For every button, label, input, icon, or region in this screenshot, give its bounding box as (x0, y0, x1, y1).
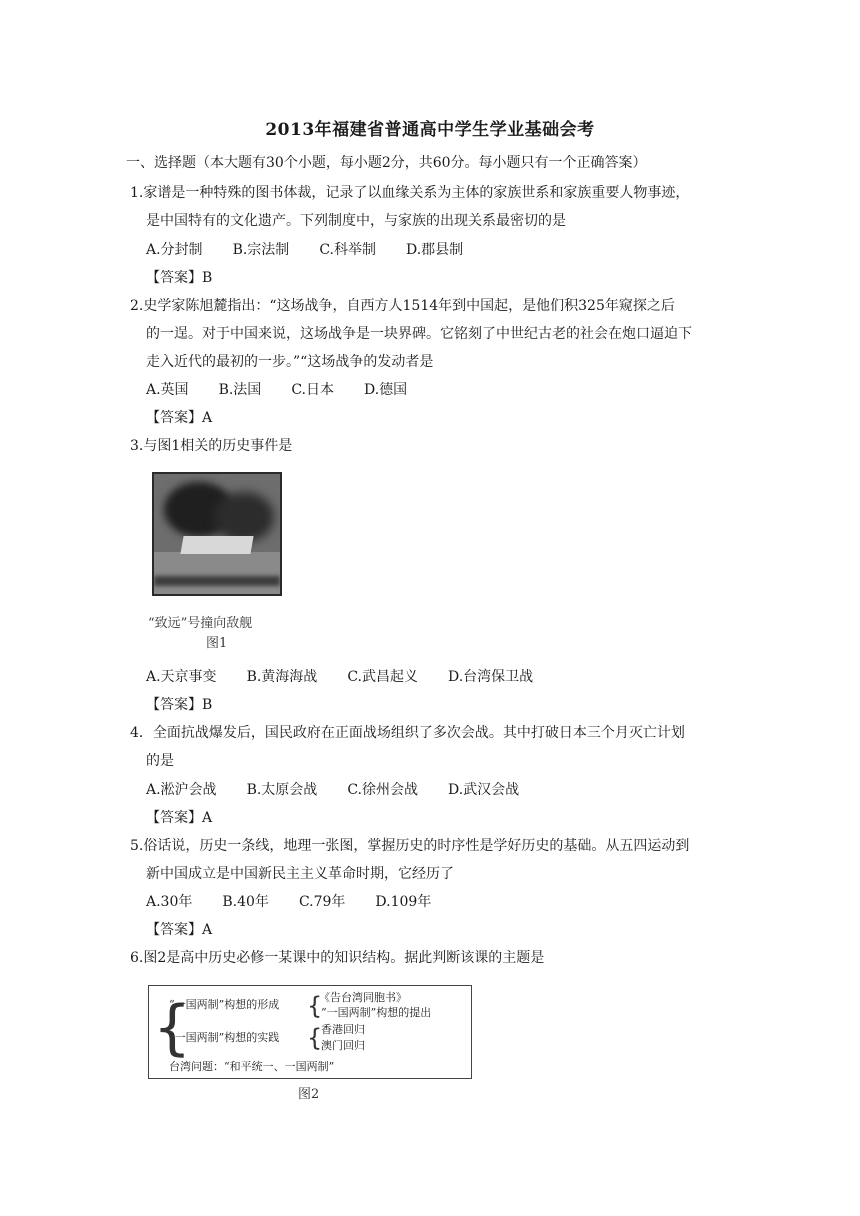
q2-answer: 【答案】A (146, 410, 213, 426)
q3-options (146, 667, 563, 687)
page-title: 2013年福建省普通高中学生学业基础会考 (265, 120, 595, 140)
q4-option-b: B.太原会战 (246, 782, 318, 798)
q1-option-a: A.分封制 (146, 242, 203, 258)
q4-options (146, 780, 549, 800)
q2-text-line2: 的一逞。对于中国来说，这场战争是一块界碑。它铭刻了中世纪古老的社会在炮口逼迫下 (146, 326, 692, 342)
q2-text-line3: 走入近代的最初的一步。”“这场战争的发动者是 (146, 354, 434, 370)
figure-2-main-brace: { (153, 993, 192, 1063)
q5-answer: 【答案】A (146, 922, 213, 938)
figure-1 (148, 470, 280, 651)
figure-2-row3: 台湾问题：“和平统一、一国两制” (169, 1060, 335, 1073)
q4-text-line2: 的是 (146, 753, 174, 769)
zhiyuan-ship-photo (152, 472, 282, 596)
q4-answer: 【答案】A (146, 810, 213, 826)
q5-option-a: A.30年 (146, 894, 193, 910)
q5-option-d: D.109年 (375, 894, 432, 910)
q3-option-c: C.武昌起义 (347, 669, 418, 685)
q3-option-b: B.黄海海战 (246, 669, 318, 685)
q2-option-b: B.法国 (218, 382, 262, 398)
figure-2-row2-left: “一国两制”构想的实践 (169, 1031, 280, 1044)
q4-option-c: C.徐州会战 (347, 782, 418, 798)
q4-option-a: A.淞沪会战 (146, 782, 217, 798)
figure-1-caption: “致远”号撞向敌舰 (148, 616, 253, 631)
q5-option-c: C.79年 (298, 894, 346, 910)
figure-2-row2-sub1: 香港回归 (321, 1023, 365, 1036)
q3-answer: 【答案】B (146, 697, 213, 713)
q5-text-line2: 新中国成立是中国新民主主义革命时期，它经历了 (146, 866, 454, 882)
figure-2 (148, 985, 472, 1079)
q2-option-c: C.日本 (291, 382, 334, 398)
q1-option-c: C.科举制 (319, 242, 376, 258)
q5-text-line1: 5.俗话说，历史一条线，地理一张图，掌握历史的时序性是学好历史的基础。从五四运动到 (130, 838, 690, 854)
figure-2-row1-sub2: “一国两制”构想的提出 (321, 1006, 432, 1019)
figure-2-label: 图2 (298, 1087, 320, 1102)
q1-option-b: B.宗法制 (232, 242, 290, 258)
figure-2-row1-left: “一国两制”构想的形成 (169, 998, 280, 1011)
q6-text-line1: 6.图2是高中历史必修一某课中的知识结构。据此判断该课的主题是 (130, 950, 545, 966)
figure-2-row2-brace: { (307, 1024, 323, 1052)
q1-options (146, 240, 493, 260)
figure-2-row2-sub2: 澳门回归 (321, 1039, 365, 1052)
q1-option-d: D.郡县制 (405, 242, 464, 258)
q2-option-d: D.德国 (363, 382, 408, 398)
q5-options (146, 892, 461, 912)
q3-option-a: A.天京事变 (146, 669, 217, 685)
q4-option-d: D.武汉会战 (447, 782, 520, 798)
q3-text-line1: 3.与图1相关的历史事件是 (130, 438, 293, 454)
q3-option-d: D.台湾保卫战 (447, 669, 534, 685)
q2-text-line1: 2.史学家陈旭麓指出：“这场战争，自西方人1514年到中国起，是他们积325年窥探之后 (130, 298, 675, 314)
q1-text-line1: 1.家谱是一种特殊的图书体裁，记录了以血缘关系为主体的家族世系和家族重要人物事迹， (130, 185, 690, 201)
q2-options (146, 380, 437, 400)
q1-answer: 【答案】B (146, 270, 213, 286)
q2-option-a: A.英国 (146, 382, 189, 398)
q5-option-b: B.40年 (222, 894, 269, 910)
section-heading: 一、选择题（本大题有30个小题，每小题2分，共60分。每小题只有一个正确答案） (126, 155, 647, 171)
q1-text-line2: 是中国特有的文化遗产。下列制度中，与家族的出现关系最密切的是 (146, 213, 566, 229)
figure-2-row1-brace: { (307, 992, 323, 1020)
q4-text-line1: 4．全面抗战爆发后，国民政府在正面战场组织了多次会战。其中打破日本三个月灭亡计划 (130, 725, 685, 741)
figure-2-row1-sub1: 《告台湾同胞书》 (319, 991, 407, 1004)
figure-1-label: 图1 (206, 636, 228, 651)
